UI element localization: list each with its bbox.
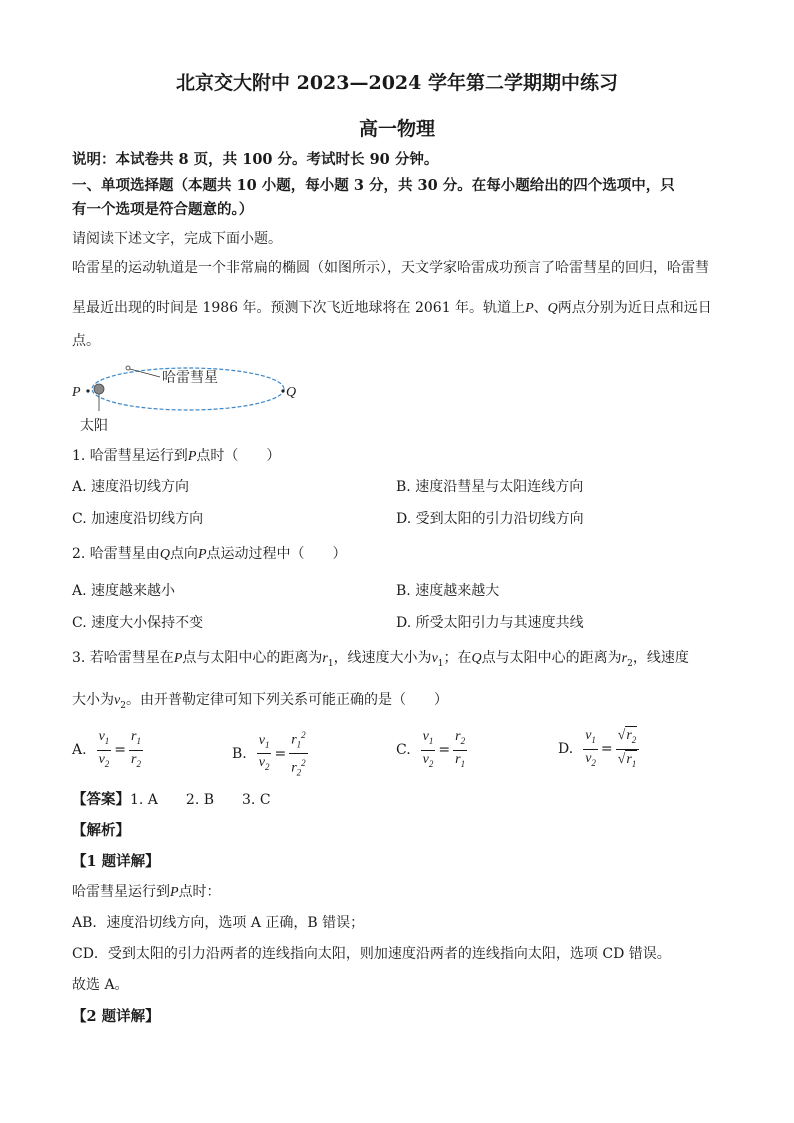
fraction: $\frac{v_1}{v_2}$ xyxy=(258,732,270,773)
instructions: 说明：本试卷共 8 页，共 100 分。考试时长 90 分钟。 xyxy=(72,151,439,168)
q2-stem: 2. 哈雷彗星由Q点向P点运动过程中（ ） xyxy=(72,546,347,562)
q1-stem: 1. 哈雷彗星运行到P点时（ ） xyxy=(72,448,281,464)
q1-option-b: B. 速度沿彗星与太阳连线方向 xyxy=(396,479,584,495)
q3-option-a: A. $\frac{v_1}{v_2}$ = $\frac{r_1}{r_2}$ xyxy=(72,728,143,773)
q3-option-c: C. $\frac{v_1}{v_2}$ = $\frac{r_2}{r_1}$ xyxy=(396,728,467,773)
fraction: $\frac{v_1}{v_2}$ xyxy=(98,729,110,769)
q2-option-d: D. 所受太阳引力与其速度共线 xyxy=(396,615,584,631)
q1-option-d: D. 受到太阳的引力沿切线方向 xyxy=(396,511,584,527)
reading-prompt: 请阅读下述文字，完成下面小题。 xyxy=(72,231,282,247)
page-title: 北京交大附中 2023—2024 学年第二学期期中练习 xyxy=(176,72,618,94)
q3-stem-line1: 3. 若哈雷彗星在P点与太阳中心的距离为$r_1$，线速度大小为$v_1$；在Q点与太阳中心的距离为$r_2$，线速度 xyxy=(72,650,689,669)
fraction: $\frac{r_2}{r_1}$ xyxy=(455,729,466,769)
reading-paragraph-line1: 哈雷星的运动轨道是一个非常扁的椭圆（如图所示），天文学家哈雷成功预言了哈雷彗星的回归，哈雷彗 xyxy=(72,260,709,276)
page-subtitle: 高一物理 xyxy=(358,118,435,140)
fraction: $\frac{√r_2}{√r_1}$ xyxy=(616,726,640,773)
point-q-dot xyxy=(281,389,284,392)
fraction: $\frac{r_1}{r_2}$ xyxy=(131,729,141,769)
q2-option-c: C. 速度大小保持不变 xyxy=(72,615,204,631)
comet-icon xyxy=(126,366,130,370)
q2-option-b: B. 速度越来越大 xyxy=(396,583,500,599)
fraction: $\frac{v_1}{v_2}$ xyxy=(585,728,596,768)
q2-option-a: A. 速度越来越小 xyxy=(72,583,176,599)
reading-paragraph-line3: 点。 xyxy=(72,333,100,349)
label-comet: 哈雷彗星 xyxy=(162,370,218,386)
q3-stem-line2: 大小为$v_2$。由开普勒定律可知下列关系可能正确的是（ ） xyxy=(72,692,448,711)
section-heading-line1: 一、单项选择题（本题共 10 小题，每小题 3 分，共 30 分。在每小题给出的四个选项中，只 xyxy=(72,177,675,194)
detail1-line4: 故选 A。 xyxy=(72,977,129,993)
detail1-line1: 哈雷彗星运行到P点时： xyxy=(72,884,221,900)
detail2-heading: 【2 题详解】 xyxy=(72,1008,160,1025)
detail1-heading: 【1 题详解】 xyxy=(72,853,160,870)
label-p: P xyxy=(72,385,81,400)
reading-paragraph-line2: 星最近出现的时间是 1986 年。预测下次飞近地球将在 2061 年。轨道上P、Q两点分别为近日点和远日 xyxy=(72,300,712,316)
detail1-line3: CD．受到太阳的引力沿两者的连线指向太阳，则加速度沿两者的连线指向太阳，选项 CD 错误。 xyxy=(72,946,671,962)
q1-option-a: A. 速度沿切线方向 xyxy=(72,479,190,495)
fraction: $\frac{r_1^2}{r_2^2}$ xyxy=(289,726,307,782)
point-p-dot xyxy=(86,389,89,392)
label-q: Q xyxy=(286,385,297,400)
q3-option-d: D. $\frac{v_1}{v_2}$ = $\frac{√r_2}{√r_1}$ xyxy=(558,726,639,773)
section-heading-line2: 有一个选项是符合题意的。） xyxy=(72,201,254,218)
q3-option-b: B. $\frac{v_1}{v_2}$ = $\frac{r_1^2}{r_2^2}$ xyxy=(232,726,308,782)
label-sun: 太阳 xyxy=(80,418,108,434)
fraction: $\frac{v_1}{v_2}$ xyxy=(422,729,434,769)
q1-option-c: C. 加速度沿切线方向 xyxy=(72,511,204,527)
detail1-line2: AB．速度沿切线方向，选项 A 正确，B 错误； xyxy=(72,915,365,931)
sun-icon xyxy=(94,384,104,394)
analysis-label: 【解析】 xyxy=(72,822,130,839)
answer-line: 【答案】1. A 2. B 3. C xyxy=(72,791,271,808)
orbit-figure xyxy=(68,356,308,436)
